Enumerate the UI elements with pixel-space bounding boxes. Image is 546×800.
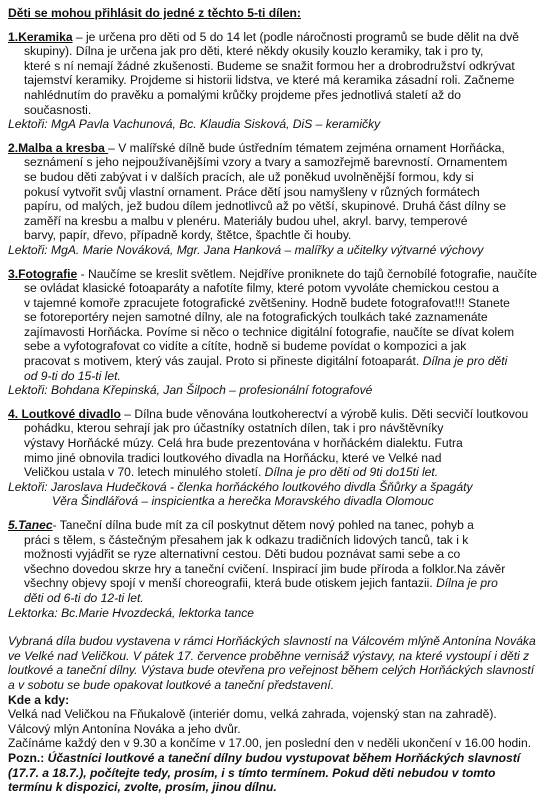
workshop-heading: 2.Malba a kresba — [8, 140, 109, 155]
workshop-text: pokusí vytvořit svůj vlastní ornament. Práce dětí jsou namyšleny v různých formátech — [24, 184, 480, 199]
workshop-text: možnosti vyjádřit se ryze alternativní cestou. Děti budou poznávat sami sebe a co — [24, 547, 461, 562]
workshop-age: od 9-ti do 15-ti let. — [24, 368, 121, 383]
workshop-text: – V malířské dílně bude ústředním tématem zejména ornament Horňácka, — [108, 140, 505, 155]
workshop-text: seznámení s jeho nejpoužívanějšími vzory a tvary a samozřejmě barevností. Ornamentem — [24, 155, 508, 170]
place-text: Válcový mlýn Antonína Nováka a jeho dvůr. — [8, 721, 241, 736]
workshop-text: výstavy Horňácké múzy. Celá hra bude prezentována v horňáckém dialektu. Futra — [24, 436, 463, 451]
workshop-text: - Naučíme se kreslit světlem. Nejdříve proniknete do tajů černobílé fotografie, naučíte — [77, 266, 538, 281]
workshop-age: Dílna je pro — [436, 576, 498, 591]
workshop-age: Dílna je pro děti — [419, 354, 508, 369]
workshop-text: skupiny). Dílna je určena jak pro děti, které někdy okusily kouzlo keramiky, tak i pro ty, — [24, 44, 484, 59]
workshop-text: zajímavosti Horňácka. Povíme si něco o technice digitální fotografie, naučíte se dívat kolem — [24, 324, 515, 339]
workshop-age: Dílna je pro děti od 9ti do15ti let. — [264, 465, 439, 480]
workshop-dance — [8, 518, 538, 620]
workshop-text: - Taneční dílna bude mít za cíl poskytnut dětem nový pohled na tanec, pohyb a — [52, 518, 474, 532]
workshop-age: děti od 6-ti do 12-ti let. — [24, 590, 144, 605]
workshop-heading: 5.Tanec — [8, 518, 53, 532]
note-label: Pozn.: — [8, 750, 45, 765]
workshop-photography — [8, 267, 538, 398]
workshop-text: se budou děti zabývat i v dalších pracích, ale už poněkud uvolněnější formou, kdy si — [24, 169, 474, 184]
workshop-text: práci s tělem, s částečným přesahem jak k odkazu tradičních lidových tanců, tak i k — [24, 532, 469, 547]
workshop-text: papíru, od malých, jež budou dílem jednotlivců až po větší, skupinové. Druhá část dílny se — [24, 199, 506, 214]
workshop-lector: Lektoři: Jaroslava Hudečková - členka horňáckého loutkového divdla Šňůrky a špagáty — [8, 479, 473, 494]
note-text: termínu k dispozici, zvolte, prosím, jinou dílnu. — [8, 780, 277, 795]
exhibition-text: ve Velké nad Veličkou. V pátek 17. července proběhne vernisáž výstavy, na které vystoupí i děti z — [8, 648, 530, 663]
workshop-text: barvy, papír, dřevo, případně kordy, štětce, špachtle či houby. — [24, 228, 352, 243]
workshop-text: které s ní nemají žádné zkušenosti. Budeme se snažit formou her a drobrodružství odkrývat — [24, 58, 515, 73]
exhibition-info — [8, 634, 538, 692]
schedule-text: Začínáme každý den v 9.30 a končíme v 17.00, jen poslední den v neděli ukončení v 16.00 hodin. — [8, 736, 532, 751]
workshop-heading: 4. Loutkové divadlo — [8, 406, 121, 421]
workshop-text: zaměří na kresbu a malbu v plenéru. Materiály budou uhel, akryl. barvy, temperové — [24, 213, 468, 228]
workshop-lector: Lektoři: MgA Pavla Vachunová, Bc. Klaudia Sisková, DiS – keramičky — [8, 117, 381, 132]
workshop-text: se ovládat klasické fotoaparáty a nafotíte filmy, které potom vyvoláte chemickou cestou a — [24, 281, 500, 296]
exhibition-text: loutkové a taneční dílny. Výstava bude otevřena pro veřejnost během celých Horňáckých slavností — [8, 663, 535, 678]
workshop-lector: Lektoři: MgA. Marie Nováková, Mgr. Jana Hanková – malířky a učitelky výtvarné výchovy — [8, 242, 484, 257]
workshop-heading: 3.Fotografie — [8, 266, 78, 281]
workshop-text: pohádku, kterou sehrají jak pro účastníky ostatních dílen, tak i pro návštěvníky — [24, 421, 444, 436]
place-info — [8, 707, 538, 751]
workshop-text: mimo jiné obnovila tradici loutkového divadla na Horňácku, které ve Velké nad — [24, 450, 442, 465]
workshop-puppet-theatre — [8, 407, 538, 509]
workshop-ceramics — [8, 30, 538, 132]
exhibition-text: a v sobotu se bude opakovat loutkové a taneční představení. — [8, 677, 335, 692]
workshop-text: nahlédnutím do pravěku a pomalými krůčky projdeme přes jednotlivá staletí až do — [24, 87, 461, 102]
exhibition-text: Vybraná díla budou vystavena v rámci Horňáckých slavností na Válcovém mlýně Antonína Nováka — [8, 634, 536, 649]
workshop-lector: Lektorka: Bc.Marie Hvozdecká, lektorka tance — [8, 605, 255, 620]
workshop-text: všechno dovedou skrze hry a taneční cvičení. Inspirací jim bude příroda a folklor.Na závěr — [24, 561, 506, 576]
note — [8, 751, 538, 795]
workshop-text: sebe a vyfotografovat co vidíte a cítíte, hodně si budeme povídat o kompozici a jak — [24, 339, 467, 354]
document-title: Děti se mohou přihlásit do jedné z těchto 5-ti dílen: — [8, 6, 301, 20]
workshop-text: – Dílna bude věnována loutkoherectví a výrobě kulis. Děti secvičí loutkovou — [120, 406, 529, 421]
workshop-text: tajemství keramiky. Projdeme si historii lidstva, ve které má keramika zásadní roli. Začneme — [24, 73, 515, 88]
workshop-text: – je určena pro děti od 5 do 14 let (podle náročnosti programů se bude dělit na dvě — [72, 29, 519, 44]
workshop-lector-2: Věra Šindlářová – inspicientka a herečka Moravského divadla Olomouc — [52, 494, 434, 509]
workshop-painting — [8, 141, 538, 258]
workshop-text: se fotoreportéry nejen samotné dílny, ale na fotografických toulkách také zaznamenáte — [24, 310, 488, 325]
workshop-text: současnosti. — [24, 102, 92, 117]
note-text: Účastníci loutkové a taneční dílny budou vystupovat během Horňáckých slavností — [44, 750, 521, 765]
workshop-text: všechny objevy spojí v menší choreografii, která bude otiskem jejich fantazii. — [24, 576, 437, 591]
note-text: (17.7. a 18.7.), počítejte tedy, prosím, i s tímto termínem. Pokud děti nebudou v tomto — [8, 765, 496, 780]
workshop-heading: 1.Keramika — [8, 29, 73, 44]
place-text: Velká nad Veličkou na Fňukalově (interiér domu, velká zahrada, vojenský stan na zahradě). — [8, 707, 497, 722]
where-when-label: Kde a kdy: — [8, 692, 70, 707]
workshop-text: v tajemné komoře zpracujete fotografické zvětšeniny. Hodně budete fotografovat!!! Stanete — [24, 295, 510, 310]
workshop-lector: Lektoři: Bohdana Křepinská, Jan Šilpoch – profesionální fotografové — [8, 383, 373, 398]
workshop-text: pracovat s motivem, který vás zaujal. Proto si přineste digitální fotoaparát. — [24, 354, 420, 369]
workshop-text: Veličkou ustala v 70. letech minulého století. — [24, 465, 265, 480]
